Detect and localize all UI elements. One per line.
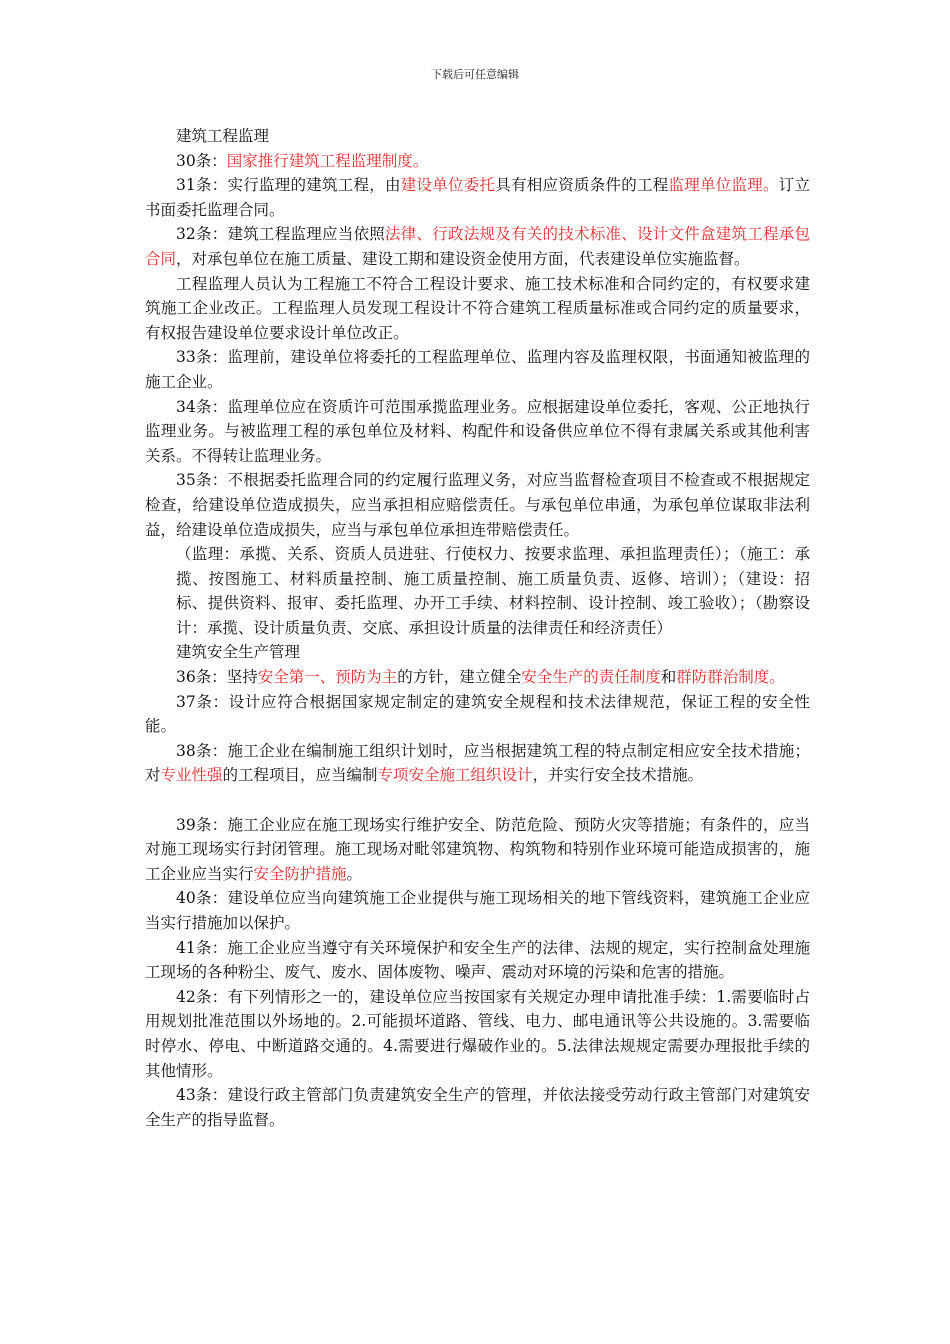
highlighted-text: 监理单位监理。 xyxy=(668,176,779,195)
article-38 xyxy=(145,739,810,788)
text-segment: 43条：建设行政主管部门负责建筑安全生产的管理，并依法接受劳动行政主管部门对建筑安全生产的指导监督。 xyxy=(145,1086,810,1129)
text-segment: ，并实行安全技术措施。 xyxy=(532,766,704,785)
text-segment: ，对承包单位在施工质量、建设工期和建设资金使用方面，代表建设单位实施监督。 xyxy=(176,249,750,268)
highlighted-text: 安全防护措施 xyxy=(253,864,347,883)
highlighted-text: 法律、行政法规及有关的技术标准、设计文件盒建筑工程承包合同 xyxy=(145,225,810,268)
text-segment: 的工程项目，应当编制 xyxy=(222,766,378,785)
section-title-supervision xyxy=(145,124,810,149)
article-31 xyxy=(145,173,810,222)
article-43 xyxy=(145,1083,810,1132)
text-segment: 的方针，建立健全 xyxy=(397,668,522,687)
highlighted-text: 建设单位委托 xyxy=(400,176,496,195)
article-37 xyxy=(145,690,810,739)
text-segment: 39条：施工企业应在施工现场实行维护安全、防范危险、预防火灾等措施；有条件的，应当对施工现场实行封闭管理。施工现场对毗邻建筑物、构筑物和特别作业环境可能造成损害的，施工企业应当实行 xyxy=(145,815,810,883)
text-segment: 建筑工程监理 xyxy=(176,127,270,145)
article-42 xyxy=(145,985,810,1083)
article-41 xyxy=(145,936,810,985)
text-segment: 40条：建设单位应当向建筑施工企业提供与施工现场相关的地下管线资料，建筑施工企业应当实行措施加以保护。 xyxy=(145,889,810,932)
article-39 xyxy=(145,813,810,887)
text-segment: 34条：监理单位应在资质许可范围承揽监理业务。应根据建设单位委托，客观、公正地执行监理业务。与被监理工程的承包单位及材料、构配件和设备供应单位不得有隶属关系或其他利害关系。不得转让监理业务。 xyxy=(145,397,810,465)
text-segment: 35条：不根据委托监理合同的约定履行监理义务，对应当监督检查项目不检查或不根据规定检查，给建设单位造成损失，应当承担相应赔偿责任。与承包单位串通，为承包单位谋取非法利益，给建设单位造成损失，应当与承包单位承担连带赔偿责任。 xyxy=(145,471,810,539)
highlighted-text: 专业性强 xyxy=(160,766,223,785)
highlighted-text: 国家推行建筑工程监理制度。 xyxy=(226,151,429,170)
text-segment: （监理：承揽、关系、资质人员进驻、行使权力、按要求监理、承担监理责任）；（施工：承揽、按图施工、材料质量控制、施工质量控制、施工质量负责、返修、培训）；（建设：招标、提供资料、报审、委托监理、办开工手续、材料控制、设计控制、竣工验收）；（勘察设计：承揽、设计质量负责、交底、承担设计质量的法律责任和经济责任） xyxy=(176,545,810,637)
text-segment: 32条：建筑工程监理应当依照 xyxy=(176,225,385,244)
article-32-continued xyxy=(145,272,810,346)
highlighted-text: 安全第一、预防为主 xyxy=(257,668,398,687)
text-segment: 订立书面委托监理合同。 xyxy=(145,176,810,219)
text-segment: 具有相应资质条件的工程 xyxy=(495,176,669,195)
article-40 xyxy=(145,886,810,935)
text-segment: 37条：设计应符合根据国家规定制定的建筑安全规程和技术法律规范，保证工程的安全性能。 xyxy=(145,692,810,736)
article-36 xyxy=(145,665,810,690)
article-34 xyxy=(145,395,810,469)
highlighted-text: 群防群治制度。 xyxy=(676,668,785,687)
text-segment: 33条：监理前，建设单位将委托的工程监理单位、监理内容及监理权限，书面通知被监理的施工企业。 xyxy=(145,348,810,391)
highlighted-text: 安全生产的责任制度 xyxy=(521,668,661,687)
text-segment: 30条： xyxy=(176,151,227,170)
highlighted-text: 专项安全施工组织设计 xyxy=(377,766,533,785)
text-segment: 38条：施工企业在编制施工组织计划时，应当根据建筑工程的特点制定相应安全技术措施；对 xyxy=(145,741,810,785)
document-body xyxy=(145,124,810,1132)
text-segment: 31条：实行监理的建筑工程，由 xyxy=(176,176,401,195)
article-35 xyxy=(145,468,810,542)
page-header: 下载后可任意编辑 xyxy=(431,68,519,81)
summary-note xyxy=(145,542,810,640)
text-segment: 42条：有下列情形之一的，建设单位应当按国家有关规定办理申请批准手续：1.需要临时占用规划批准范围以外场地的。2.可能损坏道路、管线、电力、邮电通讯等公共设施的。3.需要临时停水、停电、中断道路交通的。4.需要进行爆破作业的。5.法律法规规定需要办理报批手续的其他情形。 xyxy=(145,987,810,1080)
text-segment: 41条：施工企业应当遵守有关环境保护和安全生产的法律、法规的规定，实行控制盒处理施工现场的各种粉尘、废气、废水、固体废物、噪声、震动对环境的污染和危害的措施。 xyxy=(145,938,810,982)
text-segment: 建筑安全生产管理 xyxy=(176,643,301,662)
article-30 xyxy=(145,149,810,174)
text-segment: 工程监理人员认为工程施工不符合工程设计要求、施工技术标准和合同约定的，有权要求建筑施工企业改正。工程监理人员发现工程设计不符合建筑工程质量标准或合同约定的质量要求，有权报告建设单位要求设计单位改正。 xyxy=(145,274,810,342)
article-32 xyxy=(145,222,810,271)
article-33 xyxy=(145,345,810,394)
text-segment: 和 xyxy=(660,668,677,687)
text-segment: 36条：坚持 xyxy=(176,668,258,687)
text-segment: 。 xyxy=(346,864,363,883)
section-title-safety xyxy=(145,640,810,665)
